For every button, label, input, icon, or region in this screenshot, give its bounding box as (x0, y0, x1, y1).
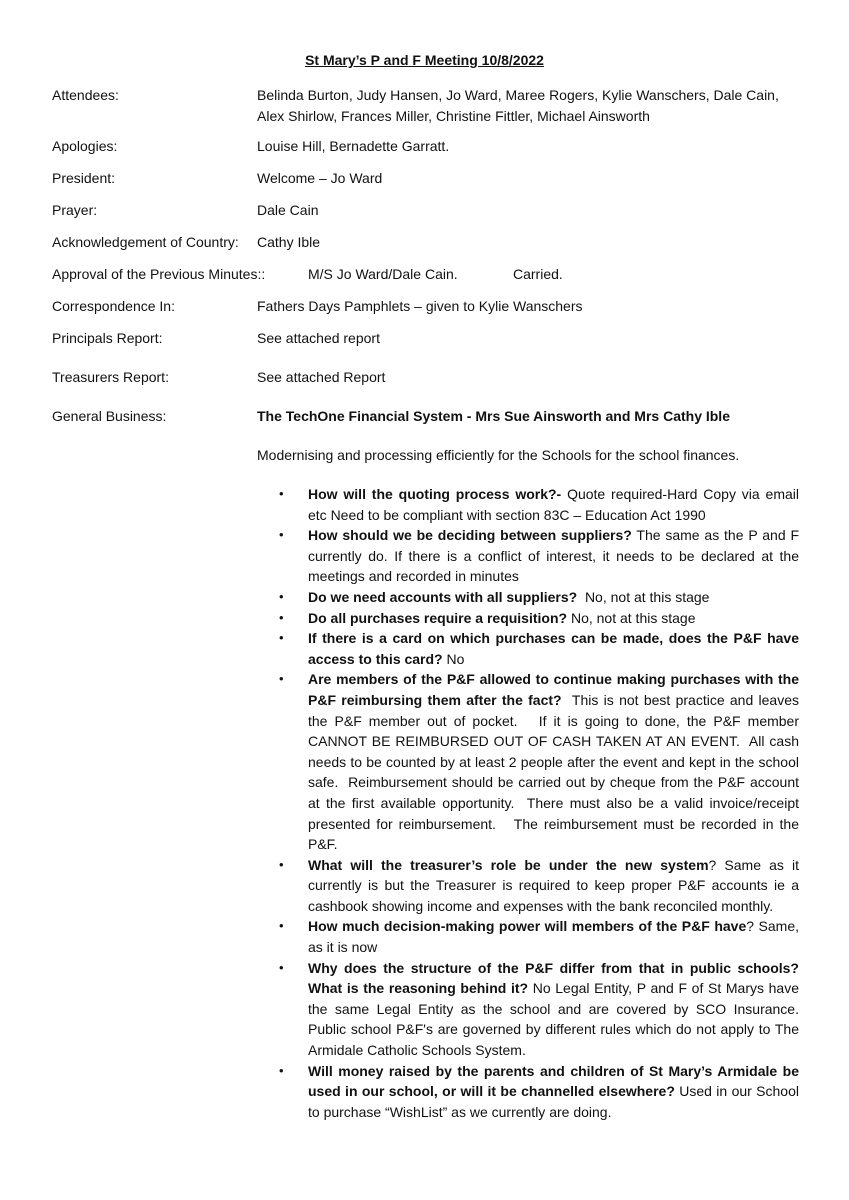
list-item (257, 669, 803, 854)
field-value: Dale Cain (257, 202, 319, 218)
field-label: Correspondence In: (52, 298, 175, 314)
list-item (257, 1061, 803, 1123)
list-item (257, 855, 803, 917)
field-value-line: Alex Shirlow, Frances Miller, Christine Fittler, Michael Ainsworth (257, 108, 650, 124)
field-value: Cathy Ible (257, 234, 321, 250)
question-text: Do we need accounts with all suppliers? (308, 588, 578, 605)
field-label: Acknowledgement of Country: (52, 234, 239, 250)
list-item (257, 958, 807, 1061)
list-item (257, 608, 799, 629)
question-text: Will money raised by the parents and children of St Mary’s Armidale be used in our school, or will it be channelled elsewhere? (308, 1062, 799, 1100)
list-item (257, 628, 799, 669)
field-value: See attached report (257, 330, 380, 346)
list-item (257, 916, 803, 957)
answer-text: No, not at this stage (567, 609, 696, 626)
field-value: See attached Report (257, 369, 386, 385)
bullet-icon: • (279, 918, 284, 934)
bullet-icon: • (279, 630, 284, 646)
bullet-icon: • (279, 959, 284, 975)
field-value-line: Belinda Burton, Judy Hansen, Jo Ward, Maree Rogers, Kylie Wanschers, Dale Cain, (257, 87, 779, 103)
bullet-icon: • (279, 588, 284, 604)
answer-text: No, not at this stage (577, 588, 710, 605)
question-text: How should we be deciding between suppliers? (308, 527, 632, 544)
bullet-icon: • (279, 609, 284, 625)
answer-text: Quote required-Hard Copy via email etc Need to be compliant with section 83C – Education Act 1990 (308, 486, 803, 523)
bullet-icon: • (279, 527, 284, 543)
field-value: Welcome – Jo Ward (257, 170, 383, 186)
field-value: Fathers Days Pamphlets – given to Kylie Wanschers (257, 298, 583, 314)
list-item (257, 587, 799, 608)
answer-text: No (442, 650, 465, 667)
question-text: How much decision-making power will members of the P&F have (308, 918, 747, 935)
page-title: St Mary’s P and F Meeting 10/8/2022 (305, 52, 544, 68)
field-value: M/S Jo Ward/Dale Cain. (308, 266, 458, 282)
field-label: Principals Report: (52, 330, 163, 346)
question-text: If there is a card on which purchases can be made, does the P&F have access to this card? (308, 630, 799, 667)
question-text: What will the treasurer’s role be under the new system (308, 856, 709, 873)
answer-text: This is not best practice and leaves the P&F member out of pocket. If it is going to done, the P&F member CANNOT BE REIMBURSED OUT OF CASH TAKEN AT AN EVENT. All cash needs to be counted by at least 2 people after the event and kept in the school safe. Reimbursement should be carried out by cheque from the P&F account at the first available opportunity. There must also be a valid invoice/receipt presented for reimbursement. The reimbursement must be recorded in the P&F. (308, 691, 803, 853)
question-text: How will the quoting process work?- (308, 486, 562, 502)
list-item (257, 525, 803, 587)
answer-text: ? Same, as it is now (308, 918, 803, 956)
field-label: Attendees: (52, 87, 119, 103)
field-label: Prayer: (52, 202, 98, 218)
question-list (257, 484, 807, 1122)
field-extra: Carried. (513, 266, 563, 282)
question-text: Are members of the P&F allowed to continue making purchases with the P&F reimbursing them after the fact? (308, 671, 799, 708)
field-value (257, 85, 797, 127)
field-label: Treasurers Report: (52, 369, 169, 385)
intro-paragraph: Modernising and processing efficiently for the Schools for the school finances. (257, 447, 740, 463)
field-label: Approval of the Previous Minutes:: (52, 266, 266, 282)
answer-text: The same as the P and F currently do. If there is a conflict of interest, it needs to be declared at the meetings and recorded in minutes (308, 527, 803, 585)
field-label: General Business: (52, 408, 167, 424)
answer-text: No Legal Entity, P and F of St Marys have the same Legal Entity as the school and are covered by SCO Insurance. Public school P&F's are governed by different rules which do not apply to The Armidale Catholic Schools System. (308, 980, 807, 1059)
question-text: Do all purchases require a requisition? (308, 609, 568, 626)
field-value: The TechOne Financial System - Mrs Sue Ainsworth and Mrs Cathy Ible (257, 408, 730, 424)
answer-text: Used in our School to purchase “WishList” as we currently are doing. (308, 1083, 803, 1120)
field-value: Louise Hill, Bernadette Garratt. (257, 138, 450, 154)
bullet-icon: • (279, 486, 284, 501)
bullet-icon: • (279, 1062, 284, 1078)
list-item (257, 484, 803, 525)
bullet-icon: • (279, 856, 284, 872)
field-label: Apologies: (52, 138, 118, 154)
question-text: Why does the structure of the P&F differ from that in public schools? What is the reasoning behind it? (308, 959, 799, 997)
field-label: President: (52, 170, 116, 186)
bullet-icon: • (279, 671, 284, 687)
answer-text: ? Same as it currently is but the Treasurer is required to keep proper P&F accounts ie a cashbook showing income and expenses with the bank reconciled monthly. (308, 856, 803, 914)
